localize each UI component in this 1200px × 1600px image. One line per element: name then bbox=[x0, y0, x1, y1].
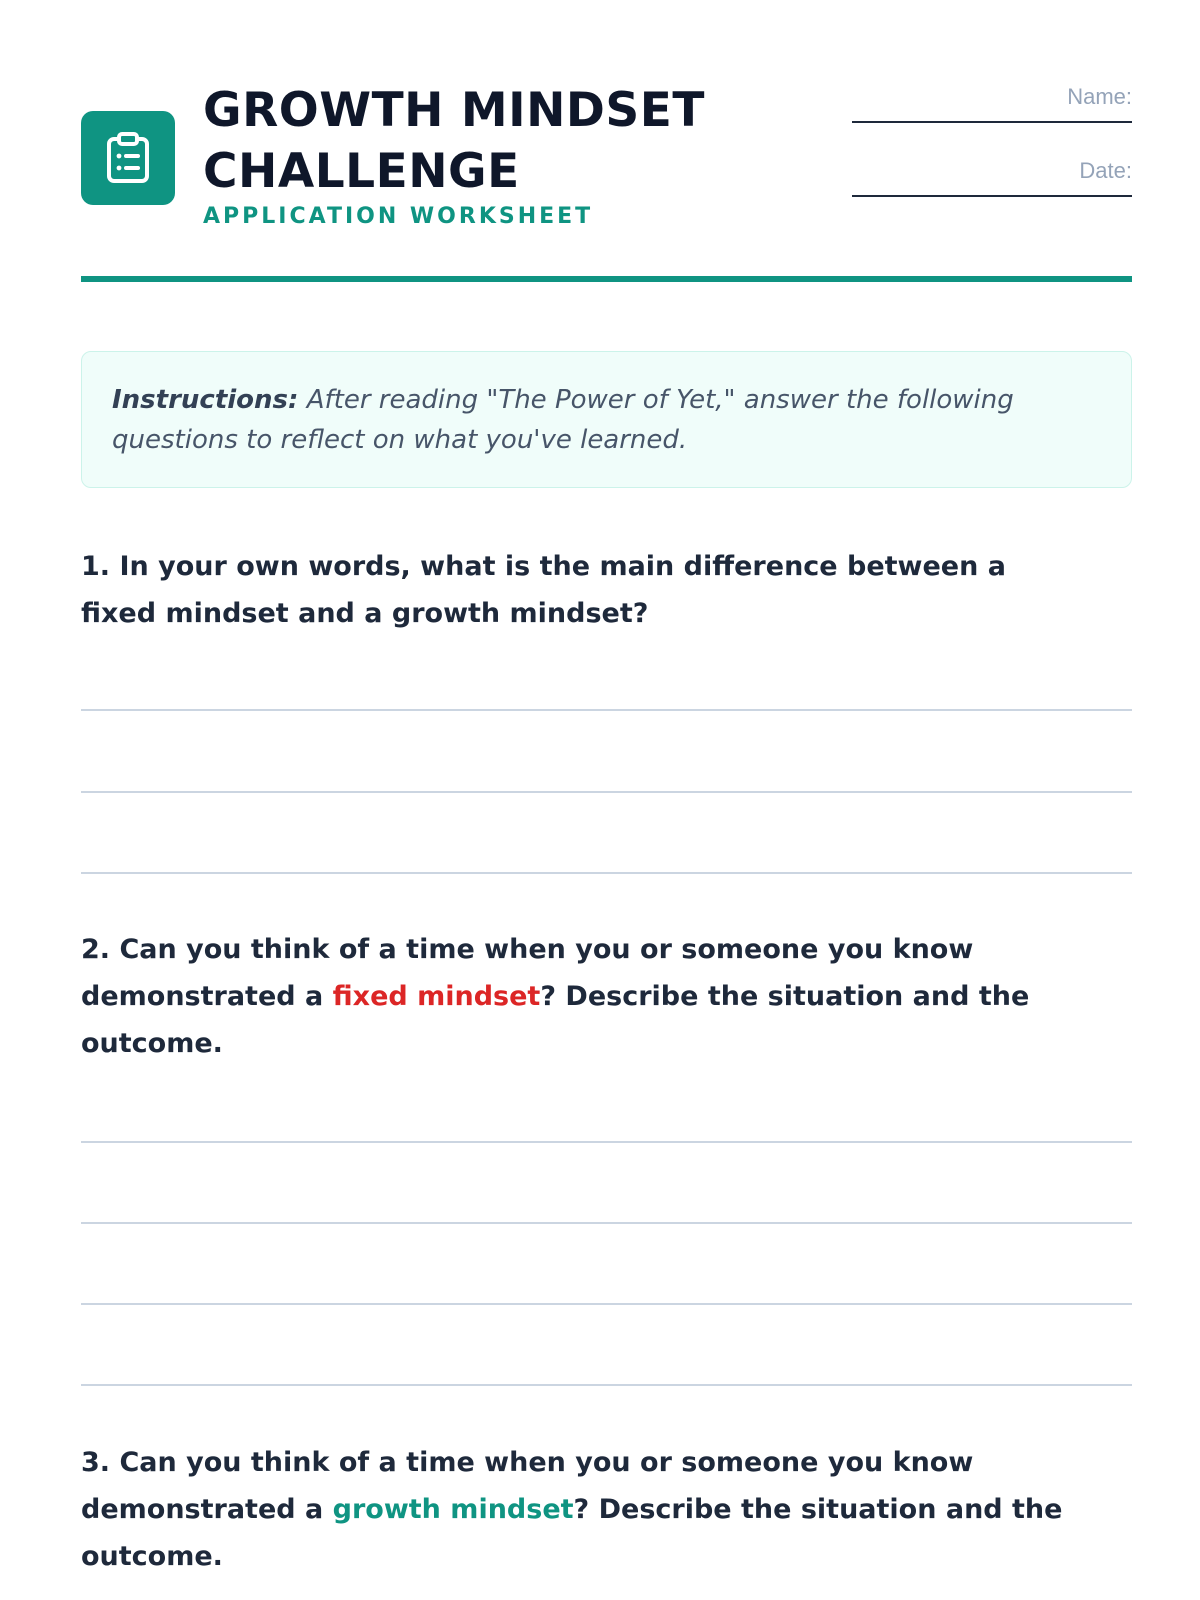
worksheet-page bbox=[81, 0, 1132, 1600]
page-title: GROWTH MINDSET CHALLENGE bbox=[203, 83, 705, 199]
instructions-lead: Instructions: bbox=[112, 385, 299, 415]
page-subtitle: APPLICATION WORKSHEET bbox=[203, 204, 594, 229]
name-write-line[interactable] bbox=[852, 121, 1132, 123]
question-text-tail: ? Describe the situation and the outcome. bbox=[81, 1494, 1063, 1572]
question-number: 3. bbox=[81, 1447, 111, 1478]
question-text: In your own words, what is the main difference between a fixed mindset and a growth mindset? bbox=[81, 551, 1006, 629]
date-field[interactable] bbox=[842, 158, 1132, 197]
answer-line[interactable] bbox=[81, 1384, 1132, 1386]
name-label: Name: bbox=[1067, 84, 1132, 109]
answer-line[interactable] bbox=[81, 872, 1132, 874]
answer-line[interactable] bbox=[81, 1141, 1132, 1143]
worksheet-header bbox=[81, 0, 1132, 284]
worksheet-logo bbox=[81, 111, 175, 205]
question-text: Can you think of a time when you or someone you know demonstrated a bbox=[81, 1447, 974, 1525]
question-number: 2. bbox=[81, 934, 111, 965]
fixed-mindset-highlight: fixed mindset bbox=[332, 981, 541, 1012]
header-divider bbox=[81, 276, 1132, 282]
date-label: Date: bbox=[1079, 158, 1132, 183]
question-3 bbox=[81, 1439, 1081, 1580]
answer-line[interactable] bbox=[81, 791, 1132, 793]
question-number: 1. bbox=[81, 551, 111, 582]
answer-line[interactable] bbox=[81, 709, 1132, 711]
answer-line[interactable] bbox=[81, 1222, 1132, 1224]
question-1 bbox=[81, 543, 1081, 637]
question-text: Can you think of a time when you or someone you know demonstrated a bbox=[81, 934, 974, 1012]
question-2 bbox=[81, 926, 1081, 1067]
answer-line[interactable] bbox=[81, 1303, 1132, 1305]
clipboard-list-icon bbox=[105, 132, 151, 184]
growth-mindset-highlight: growth mindset bbox=[332, 1494, 574, 1525]
name-field[interactable] bbox=[842, 84, 1132, 123]
instructions-text: After reading "The Power of Yet," answer the following questions to reflect on what you've learned. bbox=[112, 385, 1014, 455]
question-text-tail: ? Describe the situation and the outcome. bbox=[81, 981, 1030, 1059]
date-write-line[interactable] bbox=[852, 195, 1132, 197]
instructions-box bbox=[81, 351, 1132, 488]
